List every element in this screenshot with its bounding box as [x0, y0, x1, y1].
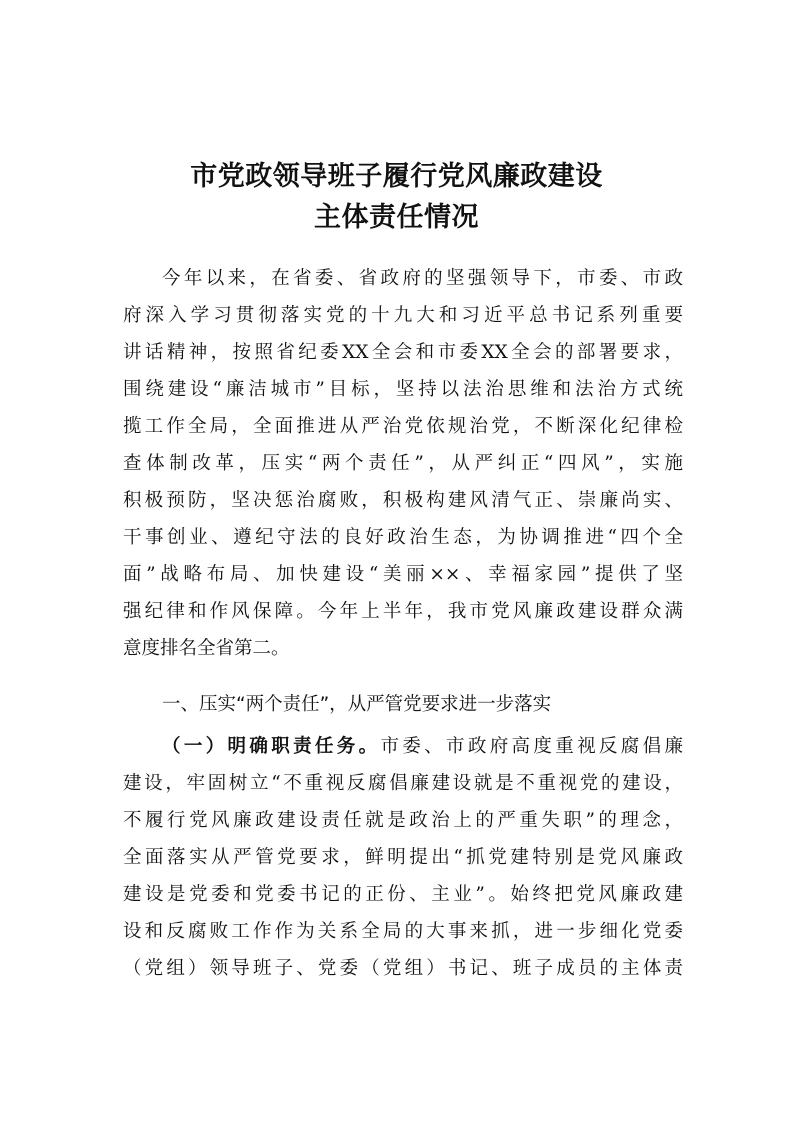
intro-paragraph-line: 围绕建设“廉洁城市”目标，坚持以法治思维和法治方式统	[123, 379, 683, 400]
subsection-paragraph-line: 建设，牢固树立“不重视反腐倡廉建设就是不重视党的建设，	[123, 773, 683, 794]
intro-paragraph-line: 揽工作全局，全面推进从严治党依规治党，不断深化纪律检	[123, 416, 683, 437]
subsection-first-line-text: 市委、市政府高度重视反腐倡廉	[380, 736, 683, 757]
subsection-paragraph-line: 不履行党风廉政建设责任就是政治上的严重失职”的理念，	[123, 810, 683, 831]
subsection-label: （一）明确职责任务。	[162, 736, 381, 757]
intro-paragraph-line: 今年以来，在省委、省政府的坚强领导下，市委、市政	[162, 268, 683, 289]
subsection-first-line	[162, 728, 683, 765]
intro-paragraph-line: 干事创业、遵纪守法的良好政治生态，为协调推进“四个全	[123, 527, 683, 548]
section-heading-1: 一、压实“两个责任”，从严管党要求进一步落实	[162, 694, 552, 715]
document-title-line-2: 主体责任情况	[314, 202, 479, 233]
intro-paragraph-line: 意度排名全省第二。	[123, 638, 290, 659]
intro-paragraph-line: 积极预防，坚决惩治腐败，积极构建风清气正、崇廉尚实、	[123, 490, 683, 511]
intro-paragraph-line: 查体制改革，压实“两个责任”，从严纠正“四风”，实施	[123, 453, 683, 474]
intro-paragraph-line: 面”战略布局、加快建设“美丽××、幸福家园”提供了坚	[123, 564, 683, 585]
subsection-paragraph-line: （党组）领导班子、党委（党组）书记、班子成员的主体责	[123, 958, 683, 979]
document-title-line-1: 市党政领导班子履行党风廉政建设	[190, 161, 603, 192]
intro-paragraph-line: 强纪律和作风保障。今年上半年，我市党风廉政建设群众满	[123, 601, 683, 622]
intro-paragraph-line: 讲话精神，按照省纪委XX全会和市委XX全会的部署要求，	[123, 342, 683, 363]
subsection-paragraph-line: 全面落实从严管党要求，鲜明提出“抓党建特别是党风廉政	[123, 847, 683, 868]
subsection-paragraph-line: 设和反腐败工作作为关系全局的大事来抓，进一步细化党委	[123, 921, 683, 942]
subsection-paragraph-line: 建设是党委和党委书记的正份、主业”。始终把党风廉政建	[123, 884, 683, 905]
intro-paragraph-line: 府深入学习贯彻落实党的十九大和习近平总书记系列重要	[123, 305, 683, 326]
